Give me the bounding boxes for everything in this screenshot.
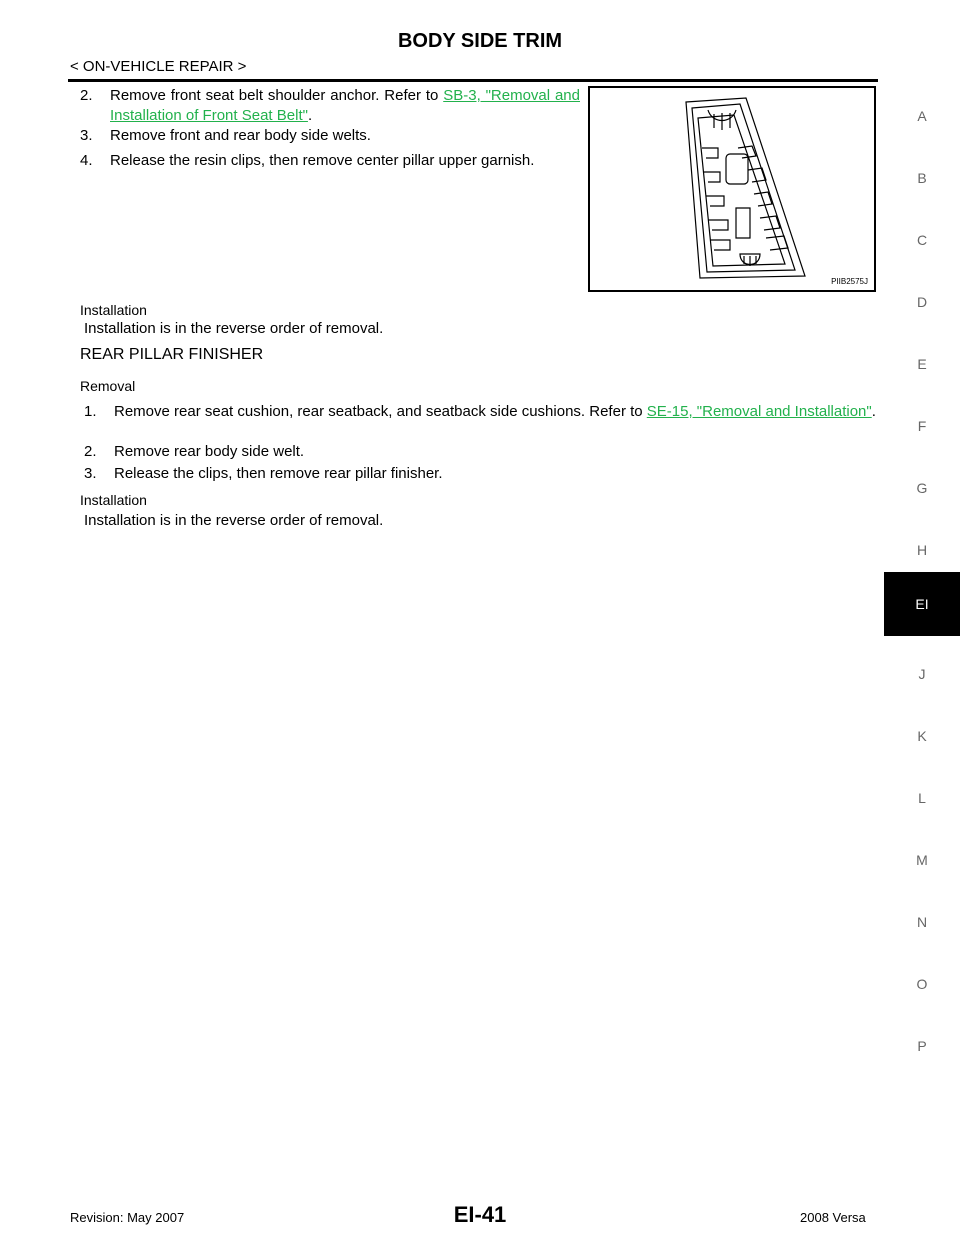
side-index-ei[interactable]: EI: [884, 572, 960, 636]
figure-id: PIIB2575J: [831, 277, 868, 286]
pillar-garnish-figure: [588, 86, 876, 292]
side-index-n[interactable]: N: [916, 914, 928, 930]
step-number: 3.: [80, 127, 93, 144]
step-text: Release the clips, then remove rear pillar finisher.: [114, 465, 443, 482]
removal-heading: Removal: [80, 378, 136, 394]
model-year: 2008 Versa: [800, 1210, 866, 1225]
side-index-h[interactable]: H: [916, 542, 928, 558]
installation-heading: Installation: [80, 302, 147, 318]
step-number: 1.: [84, 403, 97, 420]
side-index-b[interactable]: B: [917, 170, 927, 186]
step-text: Remove rear seat cushion, rear seatback, and seatback side cushions. Refer to: [114, 403, 647, 420]
side-index-d[interactable]: D: [916, 294, 928, 310]
step-number: 2.: [84, 443, 97, 460]
step-text-end: .: [307, 107, 313, 124]
se-15-link[interactable]: SE-15, "Removal and Installation": [646, 403, 872, 420]
side-index: [884, 0, 960, 1242]
step-text: Release the resin clips, then remove center pillar upper garnish.: [110, 152, 535, 169]
side-index-m[interactable]: M: [916, 852, 928, 868]
section-title: REAR PILLAR FINISHER: [80, 346, 264, 363]
side-index-a[interactable]: A: [917, 108, 927, 124]
page-number: EI-41: [453, 1202, 507, 1227]
step-number: 2.: [80, 87, 93, 104]
sb-3-link[interactable]: SB-3, "Removal and Installation of Front Seat Belt": [110, 87, 580, 124]
side-index-f[interactable]: F: [917, 418, 927, 434]
section-label: < ON-VEHICLE REPAIR >: [70, 58, 247, 75]
step-text: Remove front seat belt shoulder anchor. Refer to: [110, 87, 444, 104]
side-index-g[interactable]: G: [916, 480, 928, 496]
revision-date: Revision: May 2007: [70, 1210, 185, 1225]
side-index-j[interactable]: J: [918, 666, 926, 682]
side-index-c[interactable]: C: [916, 232, 928, 248]
step-text: Remove rear body side welt.: [114, 443, 305, 460]
installation-text: Installation is in the reverse order of removal.: [84, 320, 384, 337]
side-index-o[interactable]: O: [916, 976, 928, 992]
side-index-l[interactable]: L: [918, 790, 926, 806]
step-number: 4.: [80, 152, 93, 169]
side-index-k[interactable]: K: [917, 728, 927, 744]
step-text: Remove front and rear body side welts.: [110, 127, 371, 144]
side-index-p[interactable]: P: [917, 1038, 927, 1054]
side-index-e[interactable]: E: [917, 356, 927, 372]
installation-text-2: Installation is in the reverse order of removal.: [84, 512, 384, 529]
page-title: BODY SIDE TRIM: [397, 30, 563, 52]
step-text-end: .: [871, 403, 876, 420]
header-rule: [68, 79, 878, 82]
installation-heading-2: Installation: [80, 492, 147, 508]
pillar-garnish-illustration: [590, 88, 874, 290]
step-number: 3.: [84, 465, 97, 482]
